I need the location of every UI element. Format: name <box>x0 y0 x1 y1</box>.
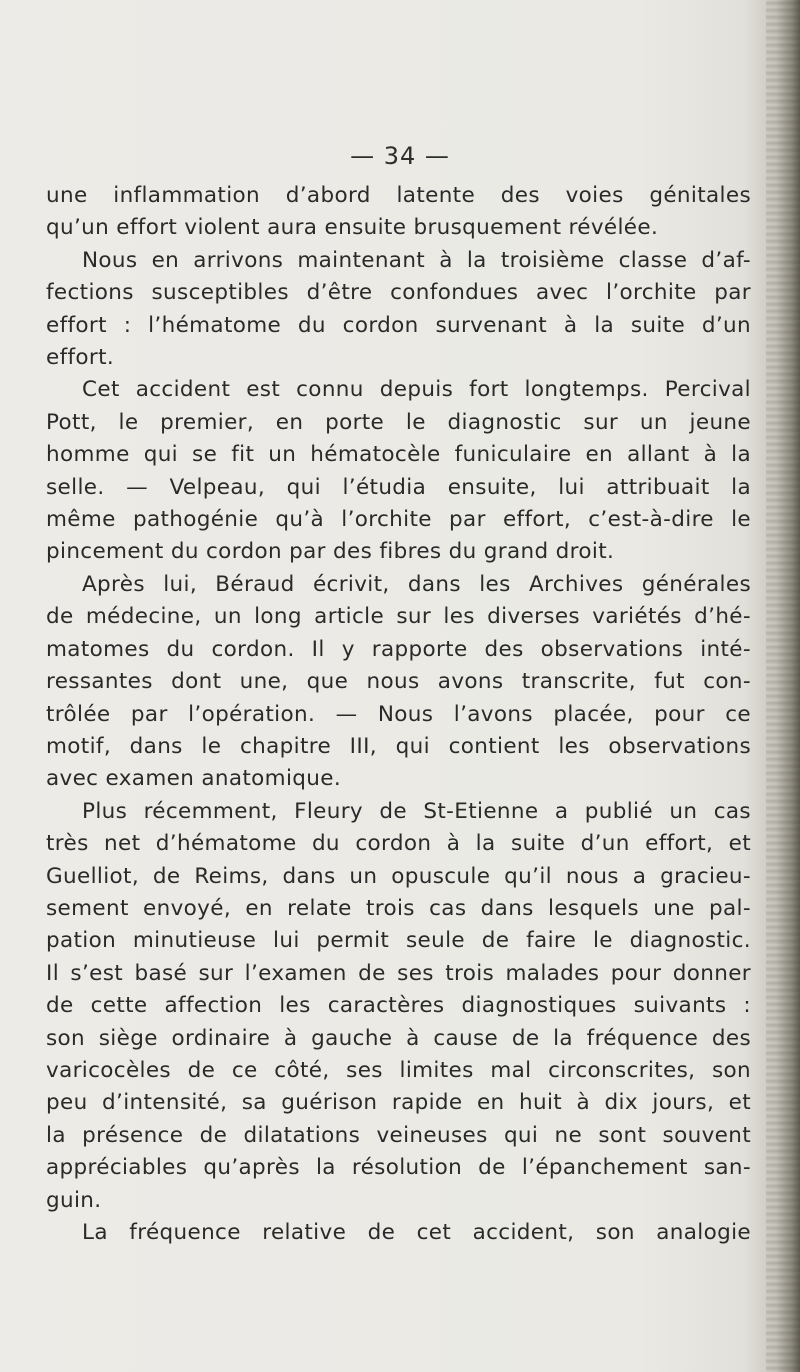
text-line: appréciables qu’après la résolution de l’épanchement san- <box>46 1155 751 1181</box>
text-line: La fréquence relative de cet accident, son analogie <box>82 1220 751 1245</box>
text-line: de cette affection les caractères diagnostiques suivants : <box>46 993 751 1019</box>
text-line: pincement du cordon par des fibres du grand droit. <box>46 539 615 565</box>
text-line: homme qui se fit un hématocèle funiculaire en allant à la <box>46 442 751 468</box>
text-line: peu d’intensité, sa guérison rapide en huit à dix jours, et <box>46 1090 751 1116</box>
text-line: son siège ordinaire à gauche à cause de la fréquence des <box>46 1025 751 1051</box>
text-line: Après lui, Béraud écrivit, dans les Archives générales <box>82 571 751 597</box>
text-line: qu’un effort violent aura ensuite brusquement révélée. <box>46 215 659 241</box>
text-line: Cet accident est connu depuis fort longtemps. Percival <box>82 377 751 403</box>
text-line: fections susceptibles d’être confondues avec l’orchite par <box>46 280 751 306</box>
text-line: effort. <box>46 345 115 371</box>
text-line: trôlée par l’opération. — Nous l’avons placée, pour ce <box>46 701 751 727</box>
text-line: Plus récemment, Fleury de St-Etienne a publié un cas <box>82 798 751 824</box>
page-number: — 34 — <box>350 142 450 170</box>
text-line: matomes du cordon. Il y rapporte des observations inté- <box>46 636 751 662</box>
text-line: selle. — Velpeau, qui l’étudia ensuite, lui attribuait la <box>46 474 751 500</box>
text-line: avec examen anatomique. <box>46 766 342 792</box>
text-line: de médecine, un long article sur les diverses variétés d’hé- <box>46 604 751 630</box>
text-line: très net d’hématome du cordon à la suite d’un effort, et <box>46 831 751 857</box>
body-text <box>46 180 751 1249</box>
text-line: effort : l’hématome du cordon survenant à la suite d’un <box>46 312 751 338</box>
page-binding-edge <box>766 0 800 1372</box>
text-line: Nous en arrivons maintenant à la troisième classe d’af- <box>82 247 751 273</box>
text-line: Pott, le premier, en porte le diagnostic sur un jeune <box>46 409 751 435</box>
text-line: guin. <box>46 1187 102 1213</box>
text-line: une inflammation d’abord latente des voies génitales <box>46 183 751 208</box>
text-line: Il s’est basé sur l’examen de ses trois malades pour donner <box>46 960 751 986</box>
text-line: pation minutieuse lui permit seule de faire le diagnostic. <box>46 928 751 954</box>
text-line: motif, dans le chapitre III, qui contient les observations <box>46 733 751 759</box>
text-line: Guelliot, de Reims, dans un opuscule qu’il nous a gracieu- <box>46 863 751 889</box>
text-line: sement envoyé, en relate trois cas dans lesquels une pal- <box>46 895 751 921</box>
text-line: la présence de dilatations veineuses qui ne sont souvent <box>46 1122 751 1148</box>
text-line: ressantes dont une, que nous avons transcrite, fut con- <box>46 669 751 695</box>
text-line: varicocèles de ce côté, ses limites mal circonscrites, son <box>46 1057 751 1083</box>
text-line: même pathogénie qu’à l’orchite par effort, c’est-à-dire le <box>46 507 751 533</box>
